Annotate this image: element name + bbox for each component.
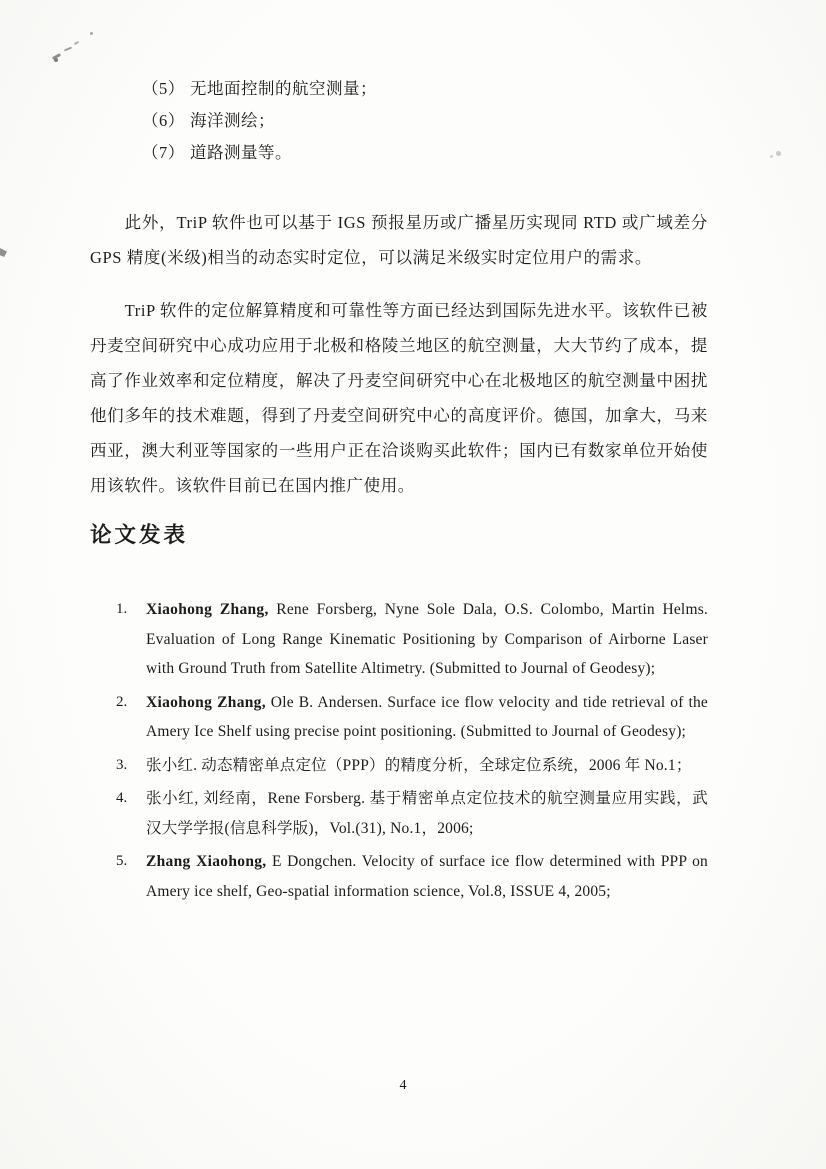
publication-item bbox=[90, 688, 708, 747]
scan-artifact bbox=[776, 151, 781, 156]
publication-author: Zhang Xiaohong, bbox=[146, 853, 267, 870]
publication-number: 5. bbox=[116, 853, 128, 869]
publication-rest: 张小红, 刘经南，Rene Forsberg. 基于精密单点定位技术的航空测量应用实践，武汉大学学报(信息科学版)，Vol.(31), No.1，2006; bbox=[146, 790, 708, 837]
publication-item bbox=[90, 595, 708, 684]
list-item-number: （7） bbox=[142, 143, 185, 162]
publication-number: 1. bbox=[116, 601, 128, 617]
publication-rest: 张小红. 动态精密单点定位（PPP）的精度分析，全球定位系统，2006 年 No.1； bbox=[146, 756, 692, 774]
list-item bbox=[142, 142, 708, 164]
publication-rest: Ole B. Andersen. Surface ice flow velocity and tide retrieval of the Amery Ice Shelf using precise point positioning. (Submitted to Journal of Geodesy); bbox=[146, 693, 708, 740]
publication-number: 4. bbox=[116, 790, 128, 806]
scan-artifact bbox=[770, 155, 773, 158]
paragraph-trip-realtime: 此外，TriP 软件也可以基于 IGS 预报星历或广播星历实现同 RTD 或广域差分 GPS 精度(米级)相当的动态实时定位，可以满足米级实时定位用户的需求。 bbox=[90, 213, 708, 267]
section-title-publications: 论文发表 bbox=[90, 523, 189, 547]
list-item bbox=[142, 78, 708, 100]
application-list bbox=[142, 0, 708, 164]
publication-text bbox=[146, 595, 708, 684]
publication-text bbox=[146, 784, 708, 843]
publication-author: Xiaohong Zhang, bbox=[146, 693, 266, 711]
paragraph-trip-evaluation: TriP 软件的定位解算精度和可靠性等方面已经达到国际先进水平。该软件已被丹麦空间研究中心成功应用于北极和格陵兰地区的航空测量，大大节约了成本，提高了作业效率和定位精度，解决了丹麦空间研究中心在北极地区的航空测量中困扰他们多年的技术难题，得到了丹麦空间研究中心的高度评价。德国，加拿大，马来西亚，澳大利亚等国家的一些用户正在洽谈购买此软件；国内已有数家单位开始使用该软件。该软件目前已在国内推广使用。 bbox=[90, 301, 708, 495]
scan-artifact bbox=[54, 58, 58, 62]
list-item-number: （6） bbox=[142, 111, 185, 130]
document-content bbox=[90, 0, 708, 910]
publications-list bbox=[90, 595, 708, 906]
publication-item bbox=[90, 751, 708, 781]
publication-rest: Rene Forsberg, Nyne Sole Dala, O.S. Colombo, Martin Helms. Evaluation of Long Range Kinematic Positioning by Comparison of Airborne Laser with Ground Truth from Satellite Altimetry. (Submitted to Journal of Geodesy); bbox=[146, 601, 709, 677]
publication-number: 2. bbox=[116, 693, 128, 710]
publication-text bbox=[146, 688, 708, 747]
scan-artifact bbox=[64, 47, 72, 52]
list-item bbox=[142, 110, 708, 132]
publication-number: 3. bbox=[116, 756, 128, 773]
scan-artifact bbox=[0, 248, 7, 257]
scan-artifact bbox=[74, 41, 79, 45]
page-number: 4 bbox=[399, 1078, 407, 1093]
publication-author: Xiaohong Zhang, bbox=[146, 601, 269, 618]
publication-item bbox=[90, 784, 708, 843]
publication-text bbox=[146, 751, 708, 781]
publication-rest: E Dongchen. Velocity of surface ice flow determined with PPP on Amery ice shelf, Geo-spatial information science, Vol.8, ISSUE 4, 2005; bbox=[146, 853, 708, 900]
list-item-text: 无地面控制的航空测量； bbox=[190, 79, 377, 98]
list-item-number: （5） bbox=[142, 79, 185, 98]
list-item-text: 海洋测绘； bbox=[190, 111, 275, 130]
publication-text bbox=[146, 847, 708, 906]
list-item-text: 道路测量等。 bbox=[190, 143, 292, 162]
publication-item bbox=[90, 847, 708, 906]
